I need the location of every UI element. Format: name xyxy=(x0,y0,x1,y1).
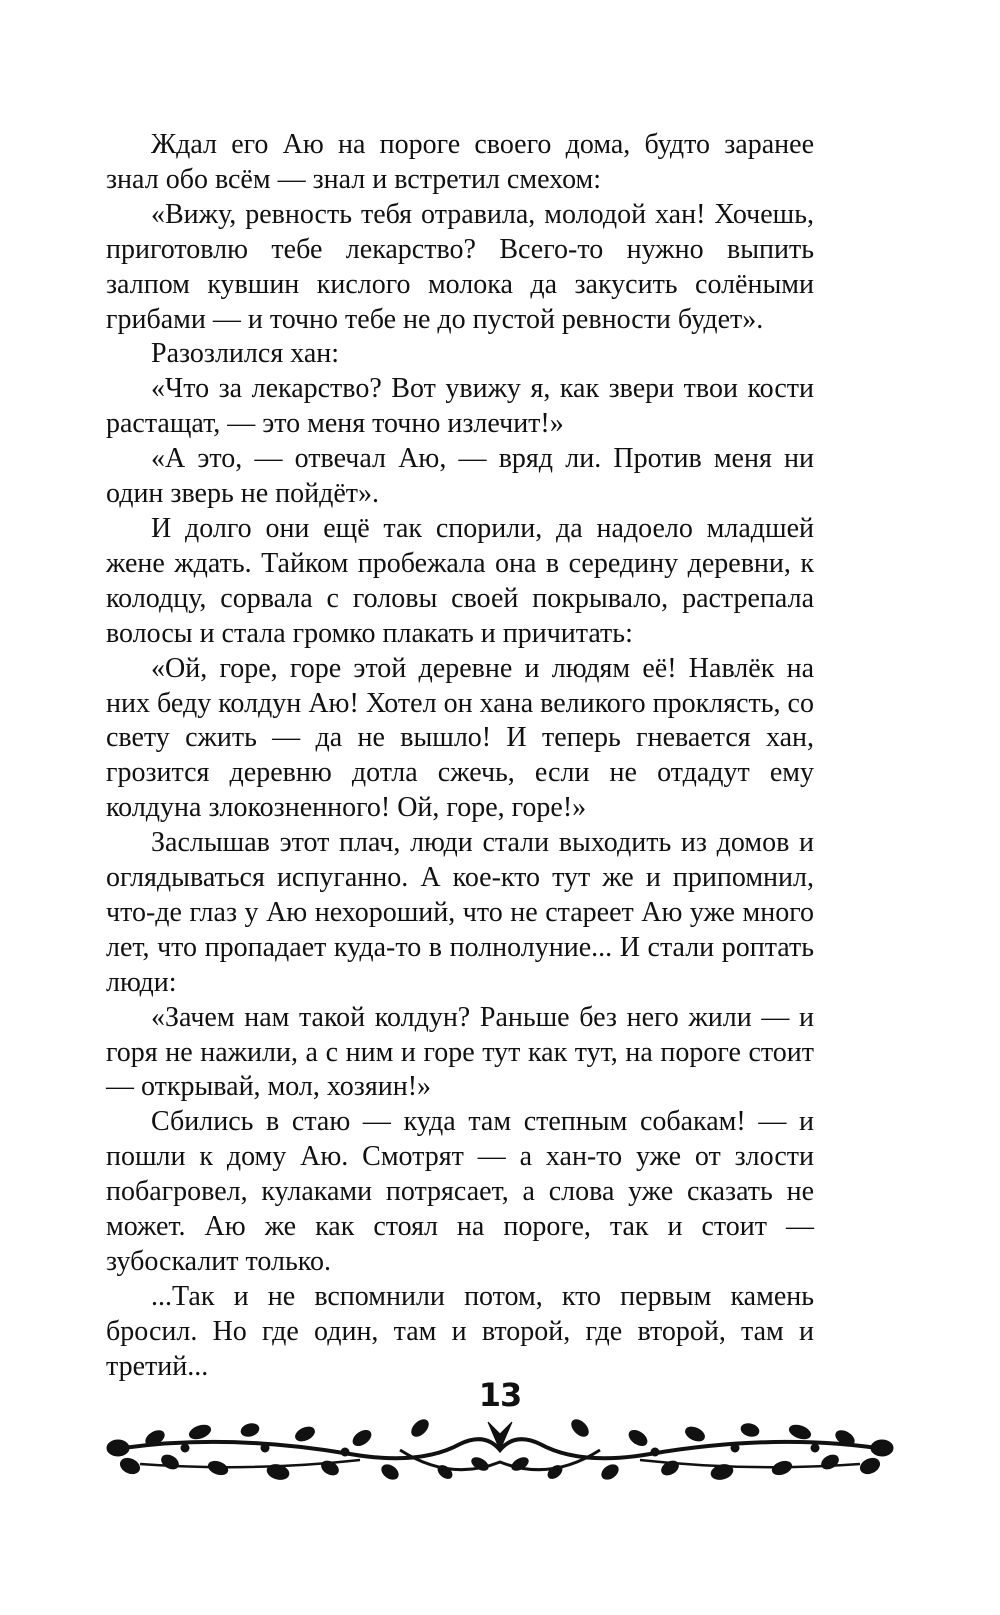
paragraph: ...Так и не вспомнили потом, кто первым камень бросил. Но где один, там и второй, где второй, там и третий... xyxy=(106,1280,814,1382)
paragraph: Ждал его Аю на пороге своего дома, будто заранее знал обо всём — знал и встретил смехом: xyxy=(106,129,814,195)
paragraph: И долго они ещё так спорили, да надоело младшей жене ждать. Тайком пробежала она в середину деревни, к колодцу, сорвала с головы своей покрывало, растрепала волосы и стала громко плакать и причитать: xyxy=(106,512,814,649)
vine-branch-ornament-icon xyxy=(100,1402,900,1502)
paragraph: «Что за лекарство? Вот увижу я, как звери твои кости растащат, — это меня точно излечит!» xyxy=(106,373,814,440)
page-number: 13 xyxy=(478,1376,522,1414)
paragraph: «Вижу, ревность тебя отравила, молодой хан! Хочешь, приготовлю тебе лекарство? Всего-то нужно выпить залпом кувшин кислого молока да закусить солёными грибами — и точно тебе не до пустой ревности будет». xyxy=(106,198,814,335)
paragraph: «Зачем нам такой колдун? Раньше без него жили — и горя не нажили, а с ним и горе тут как тут, на пороге стоит — открывай, мол, хозяин!» xyxy=(106,1001,814,1103)
paragraph: «А это, — отвечал Аю, — вряд ли. Против меня ни один зверь не пойдёт». xyxy=(106,443,814,510)
paragraph: Сбились в стаю — куда там степным собакам! — и пошли к дому Аю. Смотрят — а хан-то уже от злости побагровел, кулаками потрясает, а слова уже сказать не может. Аю же как стоял на пороге, так и стоит — зубоскалит только. xyxy=(106,1106,814,1277)
page-text xyxy=(106,128,814,1385)
paragraph: Заслышав этот плач, люди стали выходить из домов и оглядываться испуганно. А кое-кто тут же и припомнил, что-де глаз у Аю нехороший, что не стареет Аю уже много лет, что пропадает куда-то в полнолуние... И стали роптать люди: xyxy=(106,827,814,998)
paragraph: Разозлился хан: xyxy=(151,338,340,370)
paragraph: «Ой, горе, горе этой деревне и людям её! Навлёк на них беду колдун Аю! Хотел он хана великого проклясть, со свету сжить — да не вышло! И теперь гневается хан, грозится деревню дотла сжечь, если не отдадут ему колдуна злокозненного! Ой, горе, горе!» xyxy=(106,652,814,824)
